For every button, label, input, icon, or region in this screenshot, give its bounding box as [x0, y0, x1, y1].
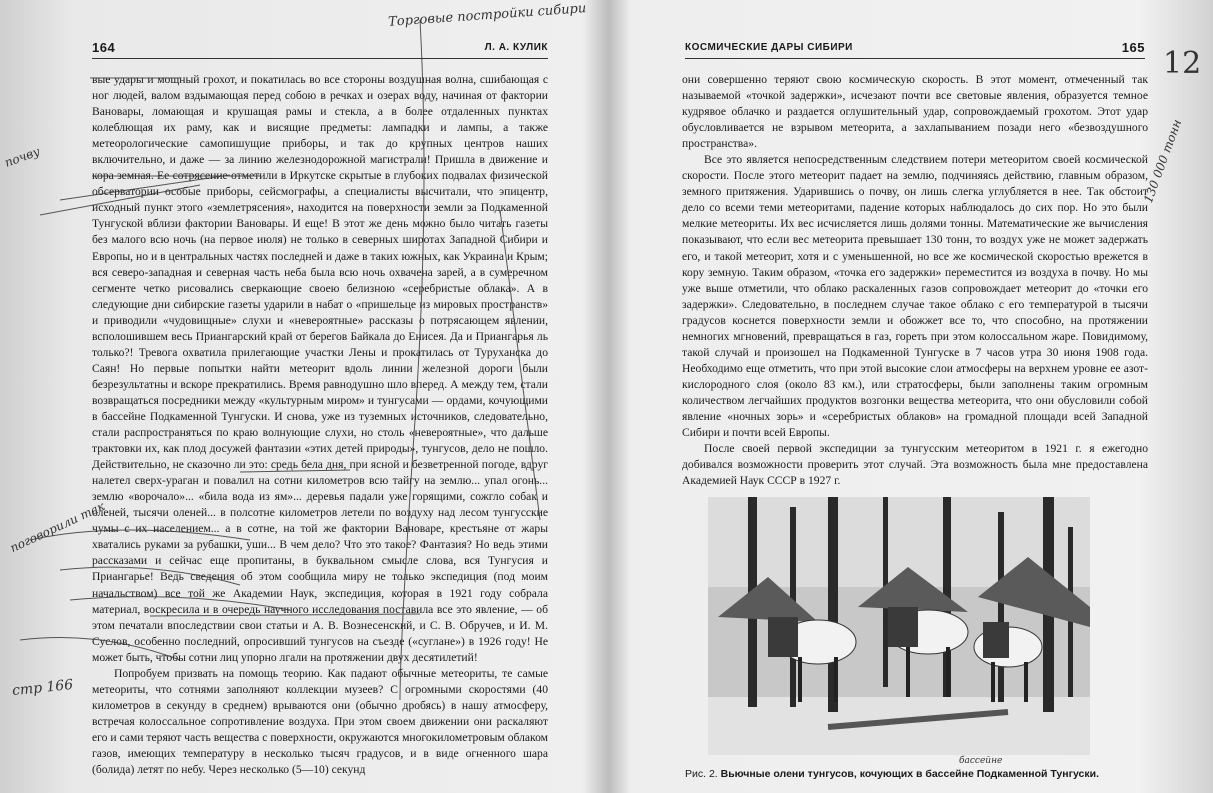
right-running-head-title: КОСМИЧЕСКИЕ ДАРЫ СИБИРИ	[685, 42, 853, 53]
left-page-number: 164	[92, 40, 116, 55]
handwritten-top-note: Торговые постройки сибири	[387, 1, 587, 30]
handwritten-right-margin-note: 130 000 тонн	[1141, 117, 1185, 205]
right-paragraph-1: они совершенно теряют свою космическую скорость. В этот момент, отмеченный так называемой «точкой задержки», исчезают почти все световые явления, образуется темное кудрявое облачко и раздается оглушительный удар, сопровождаемый грохотом. Этот удар обусловливается не взрывом метеорита, а захлапыванием позади него «безвоздушного пространства».	[682, 73, 1148, 151]
handwritten-margin-note-3: стр 166	[11, 676, 74, 700]
right-paragraph-3: После своей первой экспедиции за тунгусским метеоритом в 1921 г. я ежегодно добивался возможности проверить этот случай. Эта возможность была мне предоставлена Академией Наук СССР в 1927 г.	[682, 442, 1148, 488]
left-paragraph-1: вые удары и мощный грохот, и покатилась во все стороны воздушная волна, сшибающая с ног людей, валом вздымающая перед собою в речках и озерах воду, начиная от фактории Вановары, ломающая и крушащая рамы и стекла, а в более отдаленных пунктах колеблющая их раму, как и висящие предметы: лампадки и лампы, а также метеорологические самопишущие приборы, и так до крупных центров наших включительно, и даже — за линию железнодорожной магистрали! Пришла в движение и кора земная. Ее сотрясение отметили в Иркутске скрытые в глубоких подвалах физической обсерватории особые приборы, сейсмографы, а специалисты высчитали, что эпицентр, исходный пункт этого «землетрясения», находится на поверхности земли за Подкаменной Тунгуской вблизи фактории Вановары. И еще! В этот же день можно было читать газеты без малого всю ночь (на первое июля) не только в северных широтах Западной Сибири и Европы, но и в центральных частях последней и даже в таких южных, как Украина и Крым; вся северо-западная и северная часть неба была всю ночь охвачена зарей, а в сумеречном сегменте четко рисовались сверкающие своею белизною «серебристые облака». А в следующие дни сибирские газеты ударили в набат о «пришельце из мировых пространств» и приводили «чудовищные» слухи и «невероятные» рассказы о потрясающем явлении, всполошившем весь Приангарский край от берегов Байкала до Енисея. Да и Приангарья ль только?! Тревога охватила прилегающие участки Лены и прокатилась от Туруханска до Саян! Но первые попытки найти метеорит вдоль линии железной дороги были безрезультатны и вскоре прекратились. Время равнодушно шло вперед. А между тем, стали возвращаться посредники между «культурным миром» и тунгусами — ордами, кочующими в бассейне Подкаменной Тунгуски. И снова, уже из туземных источников, следовательно, стали распространяться по краю волнующие слухи, но столь «невероятные», что дальше трактовки их, как плод досужей фантазии «этих детей природы», тунгусов, дело не пошло. Действительно, не сказочно ли это: средь бела дня, при ясной и безветренной погоде, вдруг налетел сверх-ураган и повалил на сотни километров всю тайгу на землю... упал огонь... землю «ворочало»... «била вода из ям»... деревья падали уже горящими, сожгло собак и оленей, тысячи оленей... в полсотне километров летели по воздуху над лесом тунгусские чумы с их населением... а в сотне, на той же фактории Вановаре, крестьяне от жары хватались руками за рубашки, уши... В чем дело? Что это такое? Фантазия? Но ведь этими рассказами и сейчас еще пропитаны, в буквальном смысле слова, вся Тунгусия и Приангарье! Ведь сведения об этом сообщила миру не только экспедиция (под моим начальством) все той же Академии Наук, экспедиция, которая в 1921 году собрала материал, воскресила и в очередь научного исследования поставила все это явление, — об этом печатали впоследствии свои статьи и А. В. Вознесенский, и С. В. Обручев, и И. М. Суслов, особенно последний, опросивший тунгусов на съезде («суглане») в 1926 году! Не может быть, чтобы сотни лиц упорно лгали на протяжении двух десятилетий!	[92, 73, 548, 664]
left-body-text	[92, 72, 548, 778]
right-running-head	[685, 40, 1145, 59]
handwritten-margin-note-1: почву	[2, 144, 42, 170]
left-paragraph-2: Попробуем призвать на помощь теорию. Как падают обычные метеориты, те самые метеориты, что сотнями заполняют коллекции музеев? С огромными скоростями (40 километров в секунду в среднем) врываются они (обычно дробясь) в нашу атмосферу, встречая колоссальное сопротивление воздуха. При этом своем движении они раскаляют его и сами теряют часть вещества с поверхности, окружаются многокилометровым облаком газов, имеющих температуру в несколько тысяч градусов, и в виде огненного шара (болида) летят по небу. Через несколько (5—10) секунд	[92, 666, 548, 777]
figure-caption-text: Вьючные олени тунгусов, кочующих в бассейне Подкаменной Тунгуски.	[720, 768, 1100, 780]
right-page-number: 165	[1121, 40, 1145, 55]
handwritten-page-mark: 12	[1163, 46, 1202, 81]
handwritten-margin-note-2: поговорили так	[7, 498, 107, 556]
left-running-head-title: Л. А. КУЛИК	[484, 42, 548, 53]
right-body-text	[682, 72, 1148, 489]
figure-caption	[685, 768, 1155, 780]
left-page	[0, 0, 605, 793]
right-page	[607, 0, 1213, 793]
reindeer-photo	[708, 497, 1090, 755]
left-running-head	[92, 40, 548, 59]
right-paragraph-2: Все это является непосредственным следствием потери метеоритом своей космической скорости. После этого метеорит падает на землю, подчиняясь действию, главным образом, земного притяжения. Ударившись о почву, он лишь слегка углубляется в нее. Так обстоит дело со всеми теми метеоритами, падение которых наблюдалось до сих пор. Но это были мелкие метеориты. Их вес исчисляется лишь долями тонны. Математические же вычисления показывают, что если вес метеорита превышает 130 тонн, то воздух уже не может задержать его, и такой метеорит, хотя и с уменьшенной, но все же космической скоростью врежется в кору земную. Таким образом, «точка его задержки» переместится из воздуха в почву. Но мы уже выше отметили, что облако раскаленных газов сопровождает метеорит до «точки его задержки». Следовательно, в последнем случае такое облако с его температурой в тысячи градусов коснется поверхности земли и обожжет все то, что способно, на протяжении немногих мгновений, превращаться в газ, гореть при этом колоссальном жаре. Повидимому, такой случай и произошел на Подкаменной Тунгуске в 7 часов утра 30 июня 1908 года. Необходимо еще отметить, что при этой высокие слои атмосферы на верхнем уровне ее азот-кислородного слоя (около 83 км.), или стратосферы, были заполнены таким огромным количеством легчайших продуктов возгонки вещества метеорита, что они обусловили собой явление «ночных зорь» и «серебристых облаков» на громадной площади всей Западной Сибири и почти всей Европы.	[682, 153, 1148, 440]
figure-caption-prefix: Рис. 2.	[685, 768, 718, 780]
handwritten-caption-insert: бассейне	[959, 756, 1003, 766]
